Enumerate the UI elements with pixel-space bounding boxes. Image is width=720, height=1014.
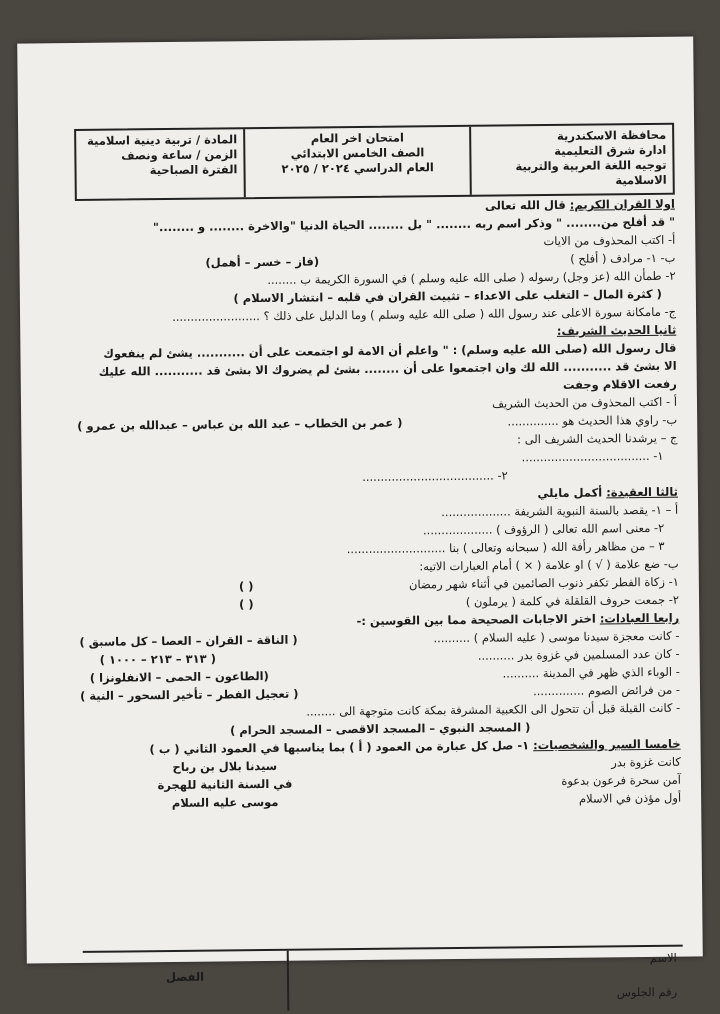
answer-options: ( المسجد النبوي – المسجد الاقصى – المسجد الحرام ) <box>230 720 531 738</box>
match-column-b-item: موسى عليه السلام <box>171 794 279 810</box>
question-text: - الوباء الذي ظهر في المدينة .......... <box>502 664 680 681</box>
question-text: ج – يرشدنا الحديث الشريف الى : <box>517 430 678 447</box>
header-line: ادارة شرق التعليمية <box>554 142 667 158</box>
answer-options: (فاز – خسر – أهمل) <box>205 254 320 270</box>
header-line: توجيه اللغة العربية والتربية الاسلامية <box>515 157 667 188</box>
quran-verse: " قد أفلح من........ " وذكر اسم ربه ........ " بل ........ الحياة الدنيا "والاخرة ........ و ........" <box>152 214 676 235</box>
section-heading: ثانيا الحديث الشريف: <box>556 322 677 338</box>
statement: ١- زكاة الفطر تكفر ذنوب الصائمين في أثناء شهر رمضان <box>408 574 679 592</box>
question-text: - كانت معجزة سيدنا موسى ( عليه السلام ) .......... <box>433 628 680 646</box>
student-name-label: الاسم <box>649 950 677 965</box>
header-line: محافظة الاسكندرية <box>556 127 667 143</box>
header-line: العام الدراسي ٢٠٢٤ / ٢٠٢٥ <box>281 160 434 176</box>
header-line: امتحان اخر العام <box>310 130 404 146</box>
question-text: أ – ١- يقصد بالسنة النبوية الشريفة ................... <box>441 502 679 520</box>
header-subject-info <box>76 129 244 199</box>
header-line: الصف الخامس الابتدائي <box>290 145 425 161</box>
answer-options: ( تعجيل الفطر – تأخير السحور – النية ) <box>79 686 299 703</box>
answer-line: ٢- .................................... <box>362 468 508 484</box>
question-text: ب- ١- مرادف ( أفلح ) <box>570 250 676 266</box>
header-line: الزمن / ساعة ونصف <box>121 147 238 163</box>
match-column-a-item: أول مؤذن في الاسلام <box>578 790 682 806</box>
answer-options: ( عمر بن الخطاب – عبد الله بن عباس – عبدالله بن عمرو ) <box>77 415 403 433</box>
match-column-b-item: سيدنا بلال بن رباح <box>172 758 278 774</box>
student-info-footer <box>83 945 684 1013</box>
exam-paper <box>17 36 703 1000</box>
header-exam-info <box>243 127 470 197</box>
question-text: ج- مامكانة سورة الاعلى عند رسول الله ( صلى الله عليه وسلم ) وما الدليل على ذلك ؟ ........................ <box>172 304 677 324</box>
answer-bracket[interactable]: ( ) <box>238 579 254 594</box>
match-column-a-item: آمن سحرة فرعون بدعوة <box>561 772 682 788</box>
section-heading-rest: اختر الاجابات الصحيحة مما بين القوسين :- <box>356 611 600 629</box>
exam-sheet <box>74 123 682 1000</box>
section-heading-rest: قال الله تعالى <box>484 197 570 213</box>
class-label: الفصل <box>165 969 205 985</box>
question-text: - من فرائض الصوم .............. <box>533 682 681 699</box>
question-text: أ - اكتب المحذوف من الحديث الشريف <box>491 394 678 411</box>
hadith-text: الا بشئ قد ........... الله لك وان اجتمعوا على أن ........ بشئ لم يضروك الا بشئ قد ........... الله عليك <box>98 358 677 379</box>
hadith-text: قال رسول الله (صلى الله عليه وسلم) : " واعلم أن الامة لو اجتمعت على أن ........... يشئ لم ينفعوك <box>103 340 677 361</box>
statement: ٢- جمعت حروف القلقلة في كلمة ( يرملون ) <box>465 592 680 609</box>
section-heading-rest: أكمل مايلي <box>537 485 607 501</box>
question-text: أ- اكتب المحذوف من الايات <box>543 232 676 249</box>
exam-header <box>74 123 675 201</box>
seat-number-label: رقم الجلوس <box>616 984 678 1000</box>
question-text: ٢- طمأن الله (عز وجل) رسوله ( صلى الله عليه وسلم ) في السورة الكريمة ب ........ <box>267 268 676 287</box>
section-heading: خامسا السير والشخصيات: <box>533 736 681 753</box>
question-text: ٢- معنى اسم الله تعالى ( الرؤوف ) ................... <box>422 520 665 538</box>
section-heading: رابعا العبادات: <box>599 610 680 626</box>
hadith-text: رفعت الاقلام وجفت <box>562 376 677 392</box>
section-heading-rest: ١- صل كل عبارة من العمود ( أ ) بما يناسبها في العمود الثاني ( ب ) <box>149 738 534 757</box>
question-text: ب- راوي هذا الحديث هو .............. <box>507 412 678 429</box>
answer-options: ( كثرة المال – التغلب على الاعداء – تثبيت القران في قلبه – انتشار الاسلام ) <box>233 286 662 306</box>
student-name-area <box>287 947 684 1011</box>
match-column-a-item: كانت غزوة بدر <box>611 754 681 770</box>
answer-options: ( ٣١٣ – ٢١٣ – ١٠٠٠ ) <box>99 651 216 667</box>
answer-bracket[interactable]: ( ) <box>239 597 254 612</box>
match-column-b-item: في السنة الثانية للهجرة <box>157 776 293 793</box>
header-line: المادة / تربية دينية اسلامية <box>87 132 238 148</box>
header-authority <box>469 125 672 195</box>
answer-options: ( الناقة – القران – العصا – كل ماسبق ) <box>79 632 298 649</box>
answer-options: (الطاعون – الحمى – الانفلونزا ) <box>89 668 269 685</box>
question-text: ٣ – من مظاهر رأفة الله ( سبحانه وتعالى ) بنا ........................... <box>346 538 665 557</box>
section-heading: ثالثا العقيدة: <box>606 484 679 500</box>
question-text: - كانت القبلة قبل أن تتحول الى الكعبية المشرفة بمكة كانت متوجهة الى ........ <box>306 700 681 719</box>
section-heading: اولا القران الكريم: <box>569 196 675 212</box>
question-text: ب- ضع علامة ( √ ) او علامة ( × ) أمام العبارات الاتيه: <box>419 556 679 574</box>
answer-line: ١- ................................... <box>521 448 664 465</box>
header-line: الفترة الصباحية <box>149 162 238 178</box>
question-text: - كان عدد المسلمين في غزوة بدر .......... <box>477 646 680 663</box>
class-area <box>83 951 288 1013</box>
